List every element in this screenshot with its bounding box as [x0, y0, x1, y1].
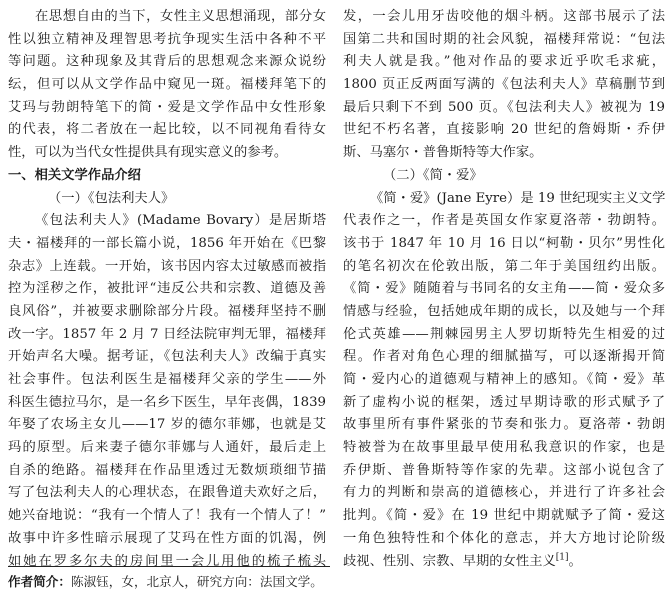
author-footnote: [8, 572, 338, 592]
body-line: 国第二共和国时期的社会风貌，福楼拜常说：“包法: [343, 31, 665, 47]
body-line: 有力的判断和崇高的道德核心，并进行了许多社会: [343, 485, 665, 501]
final-line-text: 歧视、性别、宗教、早期的女性主义: [343, 553, 556, 569]
body-line: 发，一会儿用牙齿咬他的烟斗柄。这部书展示了法: [343, 9, 665, 24]
body-line: 年娶了农场主女儿——17 岁的德尔菲娜，也就是艾: [8, 417, 326, 433]
body-line: 程。作者对角色心理的细腻描写，可以逐渐揭开简: [343, 349, 665, 365]
section-heading: 一、相关文学作品介绍: [8, 167, 141, 183]
citation-reference: [1]: [555, 552, 569, 563]
intro-line-1: 在思想自由的当下，女性主义思想涌现，部分女: [35, 9, 326, 24]
body-line: 伦式英雄——荆棘园男主人罗切斯特先生相爱的过: [343, 326, 665, 342]
final-body-line: [343, 551, 665, 574]
footnote-divider: [8, 566, 330, 567]
subsection-heading-bovary: （一）《包法利夫人》: [48, 190, 175, 206]
intro-line-7: 性，可以为当代女性提供具有现实意义的参考。: [8, 145, 288, 161]
body-line: 最后只剩下不到 500 页。《包法利夫人》被视为 19: [343, 99, 665, 115]
footnote-label: 作者简介：: [8, 574, 71, 589]
intro-line-6: 的代表，将二者放在一起比较，以不同视角看待女: [8, 122, 326, 138]
body-line: 杂志》上连载。一开始，该书因内容太过敏感而被指: [8, 258, 326, 274]
body-line: 利夫人就是我。”他对作品的要求近乎吹毛求疵，: [343, 54, 665, 70]
body-line: 如她在罗多尔夫的房间里一会儿用他的梳子梳头: [8, 553, 326, 569]
body-line: 批判。《简・爱》在 19 世纪中期就赋予了简・爱这: [343, 508, 665, 524]
footnote-text: 陈淑钰，女，北京人，研究方向：法国文学。: [70, 574, 323, 589]
body-line: 新了虚构小说的框架，透过早期诗歌的形式赋予了: [343, 394, 665, 410]
intro-line-5: 艾玛与勃朗特笔下的简・爱是文学作品中女性形象: [8, 99, 326, 115]
intro-line-4: 纭，但可以从文学作品中窥见一斑。福楼拜笔下的: [8, 77, 326, 93]
intro-line-3: 等问题。这种现象及其背后的思想观念来源众说纷: [8, 54, 326, 70]
body-line: 故事中许多性暗示展现了艾玛在性方面的饥渴，例: [8, 530, 326, 546]
body-line: 科医生德拉马尔，是一名乡下医生，早年丧偶，1839: [8, 394, 326, 410]
body-line: 乔伊斯、普鲁斯特等作家的先辈。这部小说包含了: [343, 462, 665, 478]
body-line: 《包法利夫人》(Madame Bovary）是居斯塔: [35, 213, 326, 229]
body-line: 世纪不朽名著，直接影响 20 世纪的詹姆斯・乔伊: [343, 122, 665, 138]
body-line: 斯、马塞尔・普鲁斯特等大作家。: [343, 145, 543, 161]
body-line: 代表作之一，作者是英国女作家夏洛蒂・勃朗特。: [343, 213, 665, 229]
final-period: 。: [568, 553, 582, 569]
body-line: 《简・爱》随随着与书同名的女主角——简・爱众多: [343, 281, 665, 297]
body-line: 的笔名初次在伦敦出版，第二年于美国纽约出版。: [343, 258, 665, 274]
body-line: 开始声名大噪。据考证，《包法利夫人》改编于真实: [8, 349, 326, 365]
left-column: [8, 6, 326, 573]
subsection-heading-jane-eyre: （二）《简・爱》: [383, 167, 483, 183]
body-line: 控为淫秽之作，被批评“违反公共和宗教、道德及善: [8, 281, 326, 297]
body-line: 玛的原型。后来妻子德尔菲娜与人通奸，最后走上: [8, 440, 326, 456]
right-column: [343, 6, 665, 573]
body-line: 《简・爱》(Jane Eyre）是 19 世纪现实主义文学: [370, 190, 665, 206]
body-line: 良风俗”，并被要求删除部分片段。福楼拜坚持不删: [8, 303, 326, 319]
body-line: 改一字。1857 年 2 月 7 日经法院审判无罪，福楼拜: [8, 326, 326, 342]
body-line: 她兴奋地说：“我有一个情人了！我有一个情人了！”: [8, 508, 326, 524]
body-line: 一角色独特性和个体化的意志，并大方地讨论阶级: [343, 530, 665, 546]
body-line: 写了包法利夫人的心理状态，在跟鲁道夫欢好之后，: [8, 485, 326, 501]
body-line: 夫・福楼拜的一部长篇小说，1856 年开始在《巴黎: [8, 235, 326, 251]
body-line: 自杀的绝路。福楼拜在作品里透过无数烦琐细节描: [8, 462, 326, 478]
body-line: 1800 页正反两面写满的《包法利夫人》草稿删节到: [343, 77, 665, 93]
body-line: 故事里所有事件紧张的节奏和张力。夏洛蒂・勃朗: [343, 417, 665, 433]
body-line: 简・爱内心的道德观与精神上的感知。《简・爱》革: [343, 372, 665, 387]
body-line: 社会事件。包法利医生是福楼拜父亲的学生——外: [8, 372, 326, 387]
body-line: 特被誉为在故事里最早使用私我意识的作家，也是: [343, 440, 665, 456]
body-line: 情感与经验，包括她成年期的成长，以及她与一个拜: [343, 303, 665, 319]
intro-line-2: 性以独立精神及理智思考抗争现实生活中各种不平: [8, 31, 326, 47]
body-line: 该书于 1847 年 10 月 16 日以“柯勒・贝尔”男性化: [343, 235, 665, 251]
